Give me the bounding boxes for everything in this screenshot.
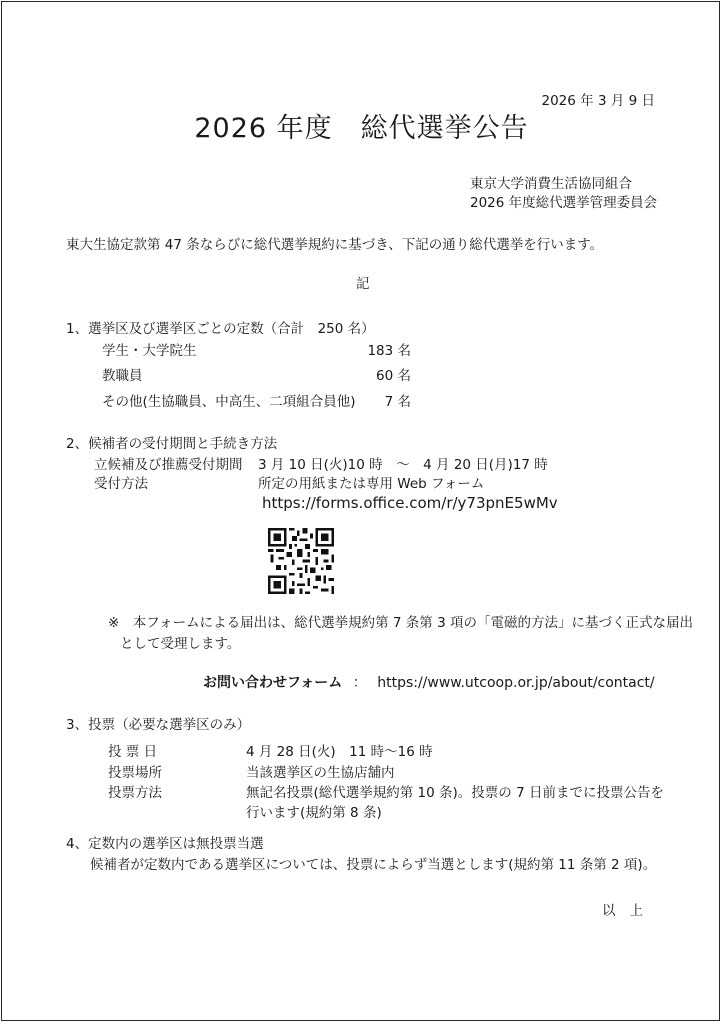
note-text-cont: として受理します。 [120,636,241,652]
section4-body: 候補者が定数内である選挙区については、投票によらず当選とします(規約第 11 条第 2 項)。 [90,857,657,873]
district-label: 教職員 [102,368,143,384]
method-value: 所定の用紙または専用 Web フォーム [258,476,485,492]
district-label: 学生・大学院生 [102,343,197,359]
section4-heading: 4、定数内の選挙区は無投票当選 [66,836,264,852]
notice-date: 2026 年 3 月 9 日 [541,93,655,109]
form-url-link[interactable]: https://forms.office.com/r/y73pnE5wMv [262,494,558,512]
page-title: 2026 年度 総代選挙公告 [194,113,529,144]
vote-place-label: 投票場所 [108,765,162,781]
period-value: 3 月 10 日(火)10 時 ～ 4 月 20 日(月)17 時 [258,457,548,473]
vote-place-value: 当該選挙区の生協店舗内 [246,765,395,781]
section1-heading: 1、選挙区及び選挙区ごとの定数（合計 250 名） [66,321,375,337]
vote-method-cont: 行います(規約第 8 条) [246,805,382,821]
organization-name: 東京大学消費生活協同組合 [470,176,632,192]
section2-heading: 2、候補者の受付期間と手続き方法 [66,436,278,452]
contact-label: お問い合わせフォーム [203,675,343,691]
district-quota: 60 名 [376,368,411,384]
vote-method-label: 投票方法 [108,785,162,801]
contact-line [203,673,655,693]
ki-marker: 記 [356,276,370,292]
vote-method-value: 無記名投票(総代選挙規約第 10 条)。投票の 7 日前までに投票公告を [246,785,664,801]
intro-text: 東大生協定款第 47 条ならびに総代選挙規約に基づき、下記の通り総代選挙を行います。 [66,237,604,253]
vote-date-label: 投 票 日 [108,744,158,760]
qr-code-icon [268,528,334,594]
contact-separator: ： [352,675,367,691]
section3-heading: 3、投票（必要な選挙区のみ） [66,717,251,733]
period-label: 立候補及び推薦受付期間 [94,457,243,473]
notice-page [1,1,720,1021]
method-label: 受付方法 [94,476,148,492]
district-label: その他(生協職員、中高生、二項組合員他) [102,394,356,410]
closing-mark: 以上 [602,903,657,919]
district-quota: 183 名 [367,343,411,359]
vote-date-value: 4 月 28 日(火) 11 時～16 時 [246,744,433,760]
committee-name: 2026 年度総代選挙管理委員会 [470,195,658,211]
district-quota: 7 名 [384,394,411,410]
note-text: ※ 本フォームによる届出は、総代選挙規約第 7 条第 3 項の「電磁的方法」に基づく正式な届出 [108,615,693,631]
contact-url-link[interactable]: https://www.utcoop.or.jp/about/contact/ [377,675,655,691]
